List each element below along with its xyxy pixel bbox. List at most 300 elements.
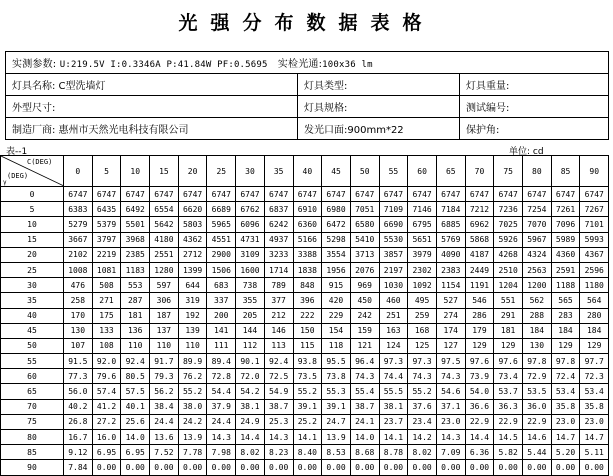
table-cell: 74.3	[436, 369, 465, 384]
table-cell: 24.2	[178, 414, 207, 429]
table-cell: 55.4	[350, 384, 379, 399]
table-cell: 14.3	[207, 430, 236, 445]
table-cell: 27.2	[92, 414, 121, 429]
table-cell: 546	[465, 293, 494, 308]
table-cell: 24.4	[207, 414, 236, 429]
row-angle: 30	[1, 278, 64, 293]
table-cell: 35.8	[551, 399, 580, 414]
table-cell: 0.00	[494, 460, 523, 475]
table-cell: 7109	[379, 202, 408, 217]
table-cell: 107	[64, 338, 93, 353]
table-cell: 0.00	[207, 460, 236, 475]
table-cell: 6492	[121, 202, 150, 217]
table-cell: 24.4	[150, 414, 179, 429]
table-cell: 0.00	[264, 460, 293, 475]
table-cell: 72.0	[236, 369, 265, 384]
table-cell: 175	[92, 308, 121, 323]
table-cell: 13.6	[150, 430, 179, 445]
table-cell: 5965	[207, 217, 236, 232]
table-cell: 77.3	[64, 369, 93, 384]
column-header: 25	[207, 156, 236, 187]
table-row	[1, 247, 609, 262]
table-cell: 54.6	[436, 384, 465, 399]
table-cell: 24.1	[350, 414, 379, 429]
table-cell: 2551	[150, 247, 179, 262]
table-cell: 115	[293, 338, 322, 353]
table-cell: 2219	[92, 247, 121, 262]
table-cell: 6980	[322, 202, 351, 217]
column-header: 15	[150, 156, 179, 187]
table-cell: 8.23	[264, 445, 293, 460]
table-cell: 5803	[178, 217, 207, 232]
table-cell: 848	[293, 278, 322, 293]
table-cell: 4362	[178, 232, 207, 247]
table-cell: 184	[523, 323, 552, 338]
table-cell: 7.78	[178, 445, 207, 460]
column-header: 40	[293, 156, 322, 187]
table-cell: 16.7	[64, 430, 93, 445]
table-cell: 73.8	[322, 369, 351, 384]
table-cell: 38.1	[379, 399, 408, 414]
row-angle: 35	[1, 293, 64, 308]
gamma-symbol: γ	[3, 179, 7, 186]
aperture-cell: 发光口面:900mm*22	[298, 118, 460, 140]
header-row	[1, 156, 609, 187]
table-cell: 90.1	[236, 354, 265, 369]
table-cell: 0.00	[293, 460, 322, 475]
lamp-weight-cell: 灯具重量:	[460, 74, 609, 96]
table-cell: 5279	[64, 217, 93, 232]
table-cell: 6747	[379, 187, 408, 202]
table-cell: 8.02	[408, 445, 437, 460]
table-cell: 76.2	[178, 369, 207, 384]
table-cell: 1506	[207, 262, 236, 277]
table-cell: 6747	[150, 187, 179, 202]
table-cell: 14.0	[121, 430, 150, 445]
table-cell: 7.84	[64, 460, 93, 475]
table-cell: 3857	[379, 247, 408, 262]
table-cell: 242	[350, 308, 379, 323]
table-cell: 1191	[465, 278, 494, 293]
table-cell: 8.40	[293, 445, 322, 460]
table-cell: 38.1	[236, 399, 265, 414]
column-header: 45	[322, 156, 351, 187]
table-row	[1, 202, 609, 217]
table-cell: 0.00	[379, 460, 408, 475]
table-cell: 396	[293, 293, 322, 308]
column-header: 65	[436, 156, 465, 187]
column-header: 90	[580, 156, 609, 187]
table-cell: 13.9	[322, 430, 351, 445]
table-cell: 14.5	[494, 430, 523, 445]
table-cell: 55.3	[322, 384, 351, 399]
table-cell: 564	[580, 293, 609, 308]
table-label: 表--1	[6, 147, 28, 157]
table-cell: 205	[236, 308, 265, 323]
table-cell: 16.0	[92, 430, 121, 445]
table-row	[1, 430, 609, 445]
table-cell: 111	[207, 338, 236, 353]
table-cell: 0.00	[523, 460, 552, 475]
table-cell: 6580	[350, 217, 379, 232]
table-cell: 23.0	[551, 414, 580, 429]
table-cell: 4551	[207, 232, 236, 247]
table-cell: 127	[436, 338, 465, 353]
table-cell: 56.0	[64, 384, 93, 399]
table-cell: 7096	[551, 217, 580, 232]
table-cell: 5298	[322, 232, 351, 247]
table-cell: 644	[178, 278, 207, 293]
table-cell: 6383	[64, 202, 93, 217]
table-cell: 3233	[264, 247, 293, 262]
table-cell: 14.7	[551, 430, 580, 445]
table-cell: 0.00	[236, 460, 265, 475]
table-cell: 79.6	[92, 369, 121, 384]
table-cell: 73.9	[465, 369, 494, 384]
table-cell: 53.7	[494, 384, 523, 399]
table-cell: 7254	[523, 202, 552, 217]
table-cell: 212	[264, 308, 293, 323]
intensity-table	[0, 155, 609, 476]
table-cell: 7261	[551, 202, 580, 217]
table-cell: 89.4	[207, 354, 236, 369]
table-cell: 0.00	[178, 460, 207, 475]
table-row	[1, 414, 609, 429]
table-cell: 6747	[408, 187, 437, 202]
page-title: 光强分布数据表格	[178, 12, 435, 34]
table-cell: 271	[92, 293, 121, 308]
table-cell: 37.1	[436, 399, 465, 414]
table-cell: 13.9	[178, 430, 207, 445]
row-angle: 70	[1, 399, 64, 414]
table-cell: 5769	[436, 232, 465, 247]
table-cell: 108	[92, 338, 121, 353]
table-cell: 2510	[494, 262, 523, 277]
table-cell: 508	[92, 278, 121, 293]
table-cell: 97.6	[465, 354, 494, 369]
table-cell: 355	[236, 293, 265, 308]
table-cell: 2449	[465, 262, 494, 277]
table-cell: 6690	[379, 217, 408, 232]
table-cell: 7.98	[207, 445, 236, 460]
row-angle: 55	[1, 354, 64, 369]
table-cell: 38.0	[178, 399, 207, 414]
params-value: U:219.5V I:0.3346A P:41.84W PF:0.5695	[59, 60, 268, 70]
table-cell: 168	[408, 323, 437, 338]
manufacturer-cell: 制造厂商: 惠州市天然光电科技有限公司	[6, 118, 298, 140]
column-header: 5	[92, 156, 121, 187]
table-cell: 110	[121, 338, 150, 353]
info-row	[6, 96, 609, 118]
lamp-name-cell: 灯具名称: C型洗墙灯	[6, 74, 298, 96]
params-label: 实测参数:	[12, 59, 57, 70]
table-cell: 80.5	[121, 369, 150, 384]
table-cell: 6747	[523, 187, 552, 202]
row-angle: 20	[1, 247, 64, 262]
table-cell: 7025	[494, 217, 523, 232]
table-cell: 4937	[264, 232, 293, 247]
table-cell: 6747	[494, 187, 523, 202]
table-cell: 72.9	[523, 369, 552, 384]
table-cell: 2900	[207, 247, 236, 262]
table-cell: 6747	[178, 187, 207, 202]
table-cell: 8.68	[350, 445, 379, 460]
table-cell: 4367	[580, 247, 609, 262]
table-cell: 14.7	[580, 430, 609, 445]
table-cell: 1204	[494, 278, 523, 293]
table-cell: 181	[121, 308, 150, 323]
table-cell: 92.4	[264, 354, 293, 369]
table-cell: 229	[322, 308, 351, 323]
table-cell: 23.0	[436, 414, 465, 429]
table-cell: 1092	[408, 278, 437, 293]
table-cell: 6.95	[92, 445, 121, 460]
table-cell: 181	[494, 323, 523, 338]
table-cell: 2591	[551, 262, 580, 277]
table-cell: 91.5	[64, 354, 93, 369]
table-cell: 553	[121, 278, 150, 293]
table-cell: 5.82	[494, 445, 523, 460]
table-cell: 7212	[465, 202, 494, 217]
table-cell: 450	[350, 293, 379, 308]
table-cell: 527	[436, 293, 465, 308]
table-cell: 97.3	[379, 354, 408, 369]
table-cell: 74.3	[350, 369, 379, 384]
table-cell: 110	[150, 338, 179, 353]
table-cell: 6242	[264, 217, 293, 232]
table-cell: 1956	[322, 262, 351, 277]
table-cell: 2383	[436, 262, 465, 277]
table-cell: 74.4	[379, 369, 408, 384]
table-cell: 23.7	[379, 414, 408, 429]
table-cell: 597	[150, 278, 179, 293]
table-cell: 39.1	[322, 399, 351, 414]
table-cell: 551	[494, 293, 523, 308]
table-cell: 1030	[379, 278, 408, 293]
table-cell: 6747	[293, 187, 322, 202]
table-cell: 259	[408, 308, 437, 323]
table-cell: 133	[92, 323, 121, 338]
table-cell: 8.78	[379, 445, 408, 460]
row-angle: 65	[1, 384, 64, 399]
table-cell: 14.3	[264, 430, 293, 445]
table-cell: 3713	[350, 247, 379, 262]
table-cell: 0.00	[350, 460, 379, 475]
table-cell: 113	[264, 338, 293, 353]
table-cell: 37.9	[207, 399, 236, 414]
table-cell: 280	[580, 308, 609, 323]
table-cell: 125	[408, 338, 437, 353]
table-cell: 37.6	[408, 399, 437, 414]
table-cell: 1280	[150, 262, 179, 277]
table-cell: 1200	[523, 278, 552, 293]
table-cell: 36.0	[523, 399, 552, 414]
table-cell: 1180	[580, 278, 609, 293]
table-cell: 319	[178, 293, 207, 308]
table-cell: 97.8	[551, 354, 580, 369]
table-cell: 6554	[150, 202, 179, 217]
column-header: 0	[64, 156, 93, 187]
table-cell: 7184	[436, 202, 465, 217]
table-cell: 141	[207, 323, 236, 338]
table-cell: 56.2	[150, 384, 179, 399]
table-cell: 7236	[494, 202, 523, 217]
table-cell: 6096	[236, 217, 265, 232]
table-cell: 72.8	[207, 369, 236, 384]
table-cell: 38.7	[350, 399, 379, 414]
table-cell: 54.9	[264, 384, 293, 399]
table-cell: 1154	[436, 278, 465, 293]
table-cell: 5651	[408, 232, 437, 247]
table-cell: 14.4	[236, 430, 265, 445]
table-row	[1, 323, 609, 338]
table-cell: 6747	[322, 187, 351, 202]
table-cell: 2102	[64, 247, 93, 262]
row-angle: 85	[1, 445, 64, 460]
table-cell: 683	[207, 278, 236, 293]
table-cell: 174	[436, 323, 465, 338]
table-cell: 1183	[121, 262, 150, 277]
table-cell: 274	[436, 308, 465, 323]
table-cell: 5642	[150, 217, 179, 232]
intensity-table-body	[1, 156, 609, 476]
table-row	[1, 445, 609, 460]
table-cell: 54.4	[207, 384, 236, 399]
table-row	[1, 293, 609, 308]
table-row	[1, 278, 609, 293]
spec-cell: 灯具规格:	[298, 96, 460, 118]
table-row	[1, 308, 609, 323]
table-cell: 6747	[236, 187, 265, 202]
table-cell: 0.00	[150, 460, 179, 475]
table-cell: 150	[293, 323, 322, 338]
table-row	[1, 460, 609, 475]
table-cell: 139	[178, 323, 207, 338]
column-header: 70	[465, 156, 494, 187]
table-cell: 2385	[121, 247, 150, 262]
table-cell: 3968	[121, 232, 150, 247]
table-cell: 460	[379, 293, 408, 308]
table-cell: 915	[322, 278, 351, 293]
table-cell: 5410	[350, 232, 379, 247]
table-row	[1, 262, 609, 277]
table-cell: 258	[64, 293, 93, 308]
table-cell: 38.7	[264, 399, 293, 414]
table-cell: 6747	[580, 187, 609, 202]
table-cell: 7101	[580, 217, 609, 232]
params-cell	[6, 52, 609, 74]
table-cell: 23.4	[408, 414, 437, 429]
table-cell: 0.00	[322, 460, 351, 475]
table-cell: 22.9	[465, 414, 494, 429]
flux-value: 100x36 lm	[322, 60, 373, 70]
table-cell: 6472	[322, 217, 351, 232]
table-cell: 130	[64, 323, 93, 338]
table-cell: 14.4	[465, 430, 494, 445]
table-cell: 3554	[322, 247, 351, 262]
table-cell: 5868	[465, 232, 494, 247]
table-cell: 1188	[551, 278, 580, 293]
table-cell: 3979	[408, 247, 437, 262]
table-cell: 23.0	[580, 414, 609, 429]
row-angle: 5	[1, 202, 64, 217]
table-cell: 14.1	[379, 430, 408, 445]
table-cell: 420	[322, 293, 351, 308]
table-cell: 5.44	[523, 445, 552, 460]
table-cell: 5993	[580, 232, 609, 247]
table-cell: 7146	[408, 202, 437, 217]
table-cell: 7051	[350, 202, 379, 217]
table-cell: 54.0	[465, 384, 494, 399]
table-cell: 6.36	[465, 445, 494, 460]
table-cell: 73.4	[494, 369, 523, 384]
table-cell: 0.00	[580, 460, 609, 475]
table-cell: 377	[264, 293, 293, 308]
table-cell: 6360	[293, 217, 322, 232]
table-row	[1, 384, 609, 399]
table-cell: 6747	[92, 187, 121, 202]
info-row	[6, 74, 609, 96]
column-header: 50	[350, 156, 379, 187]
table-cell: 5166	[293, 232, 322, 247]
column-header: 30	[236, 156, 265, 187]
table-cell: 130	[523, 338, 552, 353]
table-cell: 1714	[264, 262, 293, 277]
table-cell: 72.4	[551, 369, 580, 384]
table-cell: 0.00	[408, 460, 437, 475]
table-cell: 93.8	[293, 354, 322, 369]
row-angle: 75	[1, 414, 64, 429]
table-cell: 184	[580, 323, 609, 338]
table-cell: 112	[236, 338, 265, 353]
table-cell: 163	[379, 323, 408, 338]
table-cell: 129	[494, 338, 523, 353]
table-cell: 287	[121, 293, 150, 308]
table-cell: 6747	[465, 187, 494, 202]
table-cell: 136	[121, 323, 150, 338]
table-cell: 129	[551, 338, 580, 353]
table-cell: 57.5	[121, 384, 150, 399]
table-row	[1, 369, 609, 384]
table-cell: 184	[551, 323, 580, 338]
table-cell: 55.2	[408, 384, 437, 399]
table-row	[1, 338, 609, 353]
column-header: 55	[379, 156, 408, 187]
table-cell: 5501	[121, 217, 150, 232]
info-table	[5, 51, 609, 140]
table-cell: 14.3	[436, 430, 465, 445]
table-cell: 192	[178, 308, 207, 323]
table-cell: 89.9	[178, 354, 207, 369]
table-cell: 1600	[236, 262, 265, 277]
table-cell: 2197	[379, 262, 408, 277]
table-cell: 92.0	[92, 354, 121, 369]
table-cell: 35.8	[580, 399, 609, 414]
row-angle: 0	[1, 187, 64, 202]
table-cell: 5.20	[551, 445, 580, 460]
table-cell: 4180	[150, 232, 179, 247]
table-cell: 0.00	[436, 460, 465, 475]
table-cell: 24.7	[322, 414, 351, 429]
protection-angle-cell: 保护角:	[460, 118, 609, 140]
table-cell: 222	[293, 308, 322, 323]
table-cell: 1399	[178, 262, 207, 277]
table-cell: 6910	[293, 202, 322, 217]
table-cell: 1838	[293, 262, 322, 277]
table-cell: 97.5	[436, 354, 465, 369]
table-cell: 251	[379, 308, 408, 323]
table-cell: 6747	[436, 187, 465, 202]
